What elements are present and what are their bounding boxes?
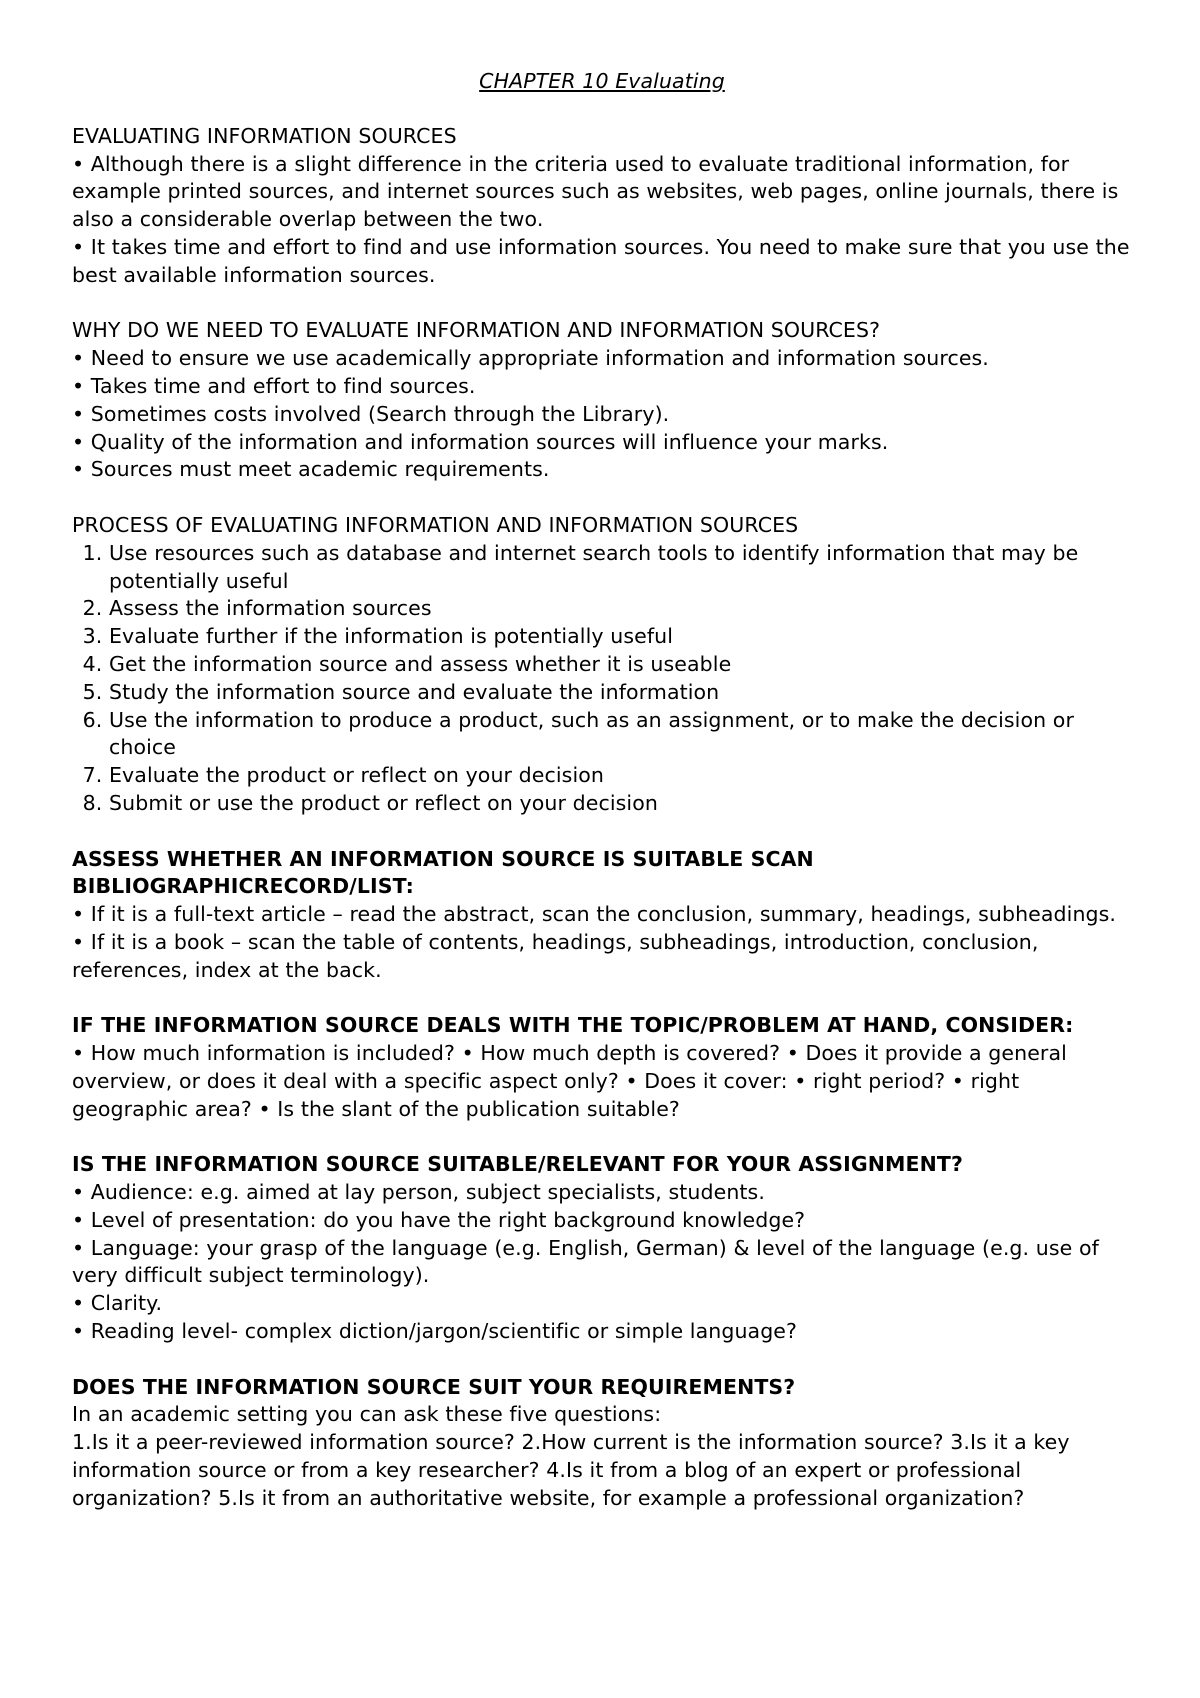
bullet-line: • If it is a full-text article – read the abstract, scan the conclusion, summary, headings, subheadings. <box>72 902 1117 927</box>
bullet-line: • Audience: e.g. aimed at lay person, subject specialists, students. <box>72 1180 765 1205</box>
section-heading: IF THE INFORMATION SOURCE DEALS WITH THE TOPIC/PROBLEM AT HAND, CONSIDER: <box>72 1013 1074 1038</box>
bullet-line: • Although there is a slight difference in the criteria used to evaluate traditional information, for example printed sources, and internet sources such as websites, web pages, online journals, there is also a considerable overlap between the two. <box>72 151 1119 232</box>
section-heading: DOES THE INFORMATION SOURCE SUIT YOUR REQUIREMENTS? <box>72 1374 796 1399</box>
process-step: 4. Get the information source and assess whether it is useable <box>109 651 1132 679</box>
bullet-line: • Sources must meet academic requirements. <box>72 457 550 482</box>
bullet-line: • If it is a book – scan the table of contents, headings, subheadings, introduction, conclusion, references, index at the back. <box>72 929 1039 982</box>
bullet-line: • Need to ensure we use academically appropriate information and information sources. <box>72 346 989 371</box>
section-heading: IS THE INFORMATION SOURCE SUITABLE/RELEVANT FOR YOUR ASSIGNMENT? <box>72 1152 963 1177</box>
process-step: 6. Use the information to produce a product, such as an assignment, or to make the decision or choice <box>109 707 1132 763</box>
bullet-line: • Sometimes costs involved (Search through the Library). <box>72 401 670 426</box>
section-suit-requirements <box>72 1374 1132 1513</box>
process-step: 5. Study the information source and evaluate the information <box>109 679 1132 707</box>
bullet-line: • Reading level- complex diction/jargon/scientific or simple language? <box>72 1319 797 1344</box>
process-step: 2. Assess the information sources <box>109 595 1132 623</box>
bullet-line: • Language: your grasp of the language (e.g. English, German) & level of the language (e.g. use of very difficult subject terminology). <box>72 1235 1099 1288</box>
process-step: 8. Submit or use the product or reflect on your decision <box>109 790 1132 818</box>
section-assess-suitability <box>72 846 1132 985</box>
bullet-line: • Quality of the information and information sources will influence your marks. <box>72 429 889 454</box>
document-page <box>72 62 1132 1540</box>
section-heading: ASSESS WHETHER AN INFORMATION SOURCE IS SUITABLE SCAN BIBLIOGRAPHICRECORD/LIST: <box>72 846 814 899</box>
process-steps-list <box>72 540 1132 818</box>
bullet-line: • How much information is included? • How much depth is covered? • Does it provide a general overview, or does it deal with a specific aspect only? • Does it cover: • right period? • right geographic area? • Is the slant of the publication suitable? <box>72 1041 1067 1121</box>
process-step: 7. Evaluate the product or reflect on your decision <box>109 762 1132 790</box>
bullet-line: • Clarity. <box>72 1291 163 1316</box>
section-topic-consider <box>72 1012 1132 1123</box>
body-line: In an academic setting you can ask these five questions: <box>72 1402 662 1427</box>
bullet-line: • Takes time and effort to find sources. <box>72 373 476 398</box>
bullet-line: • It takes time and effort to find and use information sources. You need to make sure that you use the best available information sources. <box>72 234 1130 287</box>
section-heading: EVALUATING INFORMATION SOURCES <box>72 123 457 148</box>
section-evaluating-information-sources <box>72 123 1132 290</box>
section-relevant-for-assignment <box>72 1151 1132 1346</box>
section-heading: WHY DO WE NEED TO EVALUATE INFORMATION AND INFORMATION SOURCES? <box>72 318 881 343</box>
body-line: 1.Is it a peer-reviewed information source? 2.How current is the information source? 3.Is it a key information source or from a key researcher? 4.Is it from a blog of an expert or professional organization? 5.Is it from an authoritative website, for example a professional organization? <box>72 1430 1070 1510</box>
section-why-evaluate <box>72 317 1132 484</box>
section-heading: PROCESS OF EVALUATING INFORMATION AND INFORMATION SOURCES <box>72 512 799 537</box>
process-step: 3. Evaluate further if the information is potentially useful <box>109 623 1132 651</box>
page-title: CHAPTER 10 Evaluating <box>479 69 725 93</box>
section-process-of-evaluating <box>72 512 1132 818</box>
process-step: 1. Use resources such as database and internet search tools to identify information that may be potentially useful <box>109 540 1132 596</box>
bullet-line: • Level of presentation: do you have the right background knowledge? <box>72 1207 806 1232</box>
